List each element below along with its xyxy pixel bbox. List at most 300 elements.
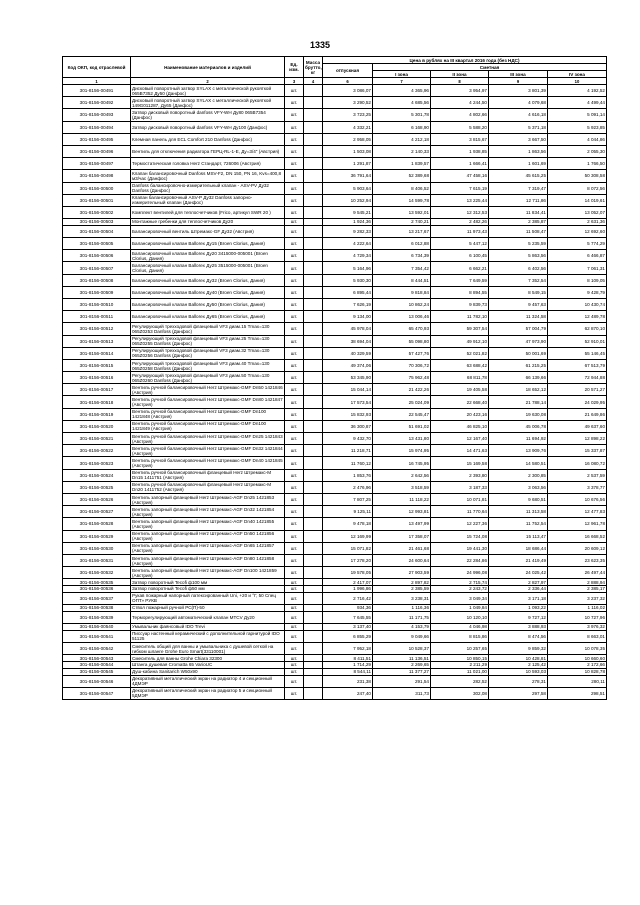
row-zone4-price: 2 537,59	[548, 469, 607, 481]
row-zone2-price: 2 482,26	[431, 219, 489, 226]
row-code: 301-8156-00519	[63, 408, 131, 420]
row-name: Вентиль запорный фланцевый Herz Штремакс-AGF Dn80 1421858 (Австрия)	[131, 554, 285, 566]
row-zone2-price: 15 169,58	[431, 457, 489, 469]
row-name: Вентиль запорный фланцевый Herz Штремакс-AGF Dn65 1421857 (Австрия)	[131, 542, 285, 554]
row-zone1-price: 13 431,80	[373, 433, 431, 445]
row-zone2-price: 7 615,19	[431, 182, 489, 194]
row-zone3-price: 7 319,47	[489, 182, 548, 194]
row-release-price: 9 432,70	[323, 433, 373, 445]
row-zone2-price: 3 815,67	[431, 133, 489, 145]
row-zone1-price: 11 136,51	[373, 655, 431, 662]
row-release-price: 15 044,14	[323, 384, 373, 396]
row-mass	[304, 384, 323, 396]
table-row	[63, 298, 607, 310]
row-name: Регулирующий трехходовой фланцевый VF3 диам.32 Tmax=130 065Z0256 Danfoss (Данфос)	[131, 347, 285, 359]
row-zone4-price: 62 870,10	[548, 323, 607, 335]
row-release-price: 3 290,52	[323, 97, 373, 109]
row-unit: шт.	[285, 335, 304, 347]
row-zone4-price: 15 337,87	[548, 445, 607, 457]
row-zone4-price: 24 029,95	[548, 396, 607, 408]
row-zone2-price: 13 225,44	[431, 194, 489, 206]
row-zone2-price: 1 938,85	[431, 145, 489, 157]
row-zone3-price: 21 788,14	[489, 396, 548, 408]
row-mass	[304, 274, 323, 286]
row-zone3-price: 19 630,08	[489, 408, 548, 420]
row-zone3-price: 297,58	[489, 687, 548, 699]
table-row	[63, 121, 607, 133]
row-name: Вентиль ручной балансировочный Herz Штремакс-GMF Dn50 1421846 (Австрия)	[132, 384, 283, 395]
row-unit: шт.	[285, 675, 304, 687]
row-zone1-price: 6 168,90	[373, 121, 431, 133]
row-mass	[304, 109, 323, 121]
row-name: Балансировочный клапан Ballorex Ду32 (Broen Clorius, Дания)	[131, 274, 285, 286]
row-name: Вентиль ручной балансировочный фланцевый Herz Штремакс-M Dn15 1411751 (Австрия)	[131, 469, 285, 481]
row-release-price: 7 952,18	[323, 643, 373, 655]
row-code: 301-8156-00537	[63, 592, 131, 604]
row-mass	[304, 359, 323, 371]
row-mass	[304, 668, 323, 675]
row-unit: шт.	[285, 121, 304, 133]
col-index: 4	[304, 78, 323, 85]
row-zone4-price: 16 080,72	[548, 457, 607, 469]
row-code: 301-8156-00542	[63, 643, 131, 655]
row-zone3-price: 8 474,56	[489, 630, 548, 642]
row-name: Вентиль для отключения радиатора ГЕРЦ-RL-1-E, Ду=3/4" (Австрия)	[131, 145, 285, 157]
table-row	[63, 158, 607, 170]
row-zone2-price: 9 839,73	[431, 298, 489, 310]
row-code: 301-8156-00546	[63, 675, 131, 687]
row-release-price: 1 503,08	[323, 145, 373, 157]
row-unit: шт.	[285, 469, 304, 481]
row-mass	[304, 182, 323, 194]
row-release-price: 1 853,76	[323, 469, 373, 481]
row-zone2-price: 4 802,66	[431, 109, 489, 121]
row-unit: шт.	[285, 605, 304, 612]
row-release-price: 15 071,82	[323, 542, 373, 554]
header-code: Код ОКП, код отраслевой	[63, 57, 131, 78]
row-release-price: 17 573,54	[323, 396, 373, 408]
row-unit: шт.	[285, 158, 304, 170]
table-row	[63, 225, 607, 237]
row-zone2-price: 3 954,97	[431, 85, 489, 97]
row-release-price: 9 134,00	[323, 311, 373, 323]
row-zone4-price: 10 430,74	[548, 298, 607, 310]
row-mass	[304, 567, 323, 579]
header-zone3: III зона	[489, 71, 548, 78]
row-release-price: 5 930,30	[323, 274, 373, 286]
row-release-price: 17 278,20	[323, 554, 373, 566]
row-release-price: 4 222,64	[323, 238, 373, 250]
row-zone2-price: 10 071,81	[431, 493, 489, 505]
row-zone2-price: 2 715,74	[431, 579, 489, 586]
row-zone1-price: 51 691,02	[373, 420, 431, 432]
row-name: Затвор дисковый поворотный danfoss VFY-WH Ду100 (Данфос)	[131, 121, 285, 133]
row-release-price: 19 578,05	[323, 567, 373, 579]
row-unit: шт.	[285, 97, 304, 109]
row-zone4-price: 2 172,66	[548, 662, 607, 669]
row-mass	[304, 662, 323, 669]
row-unit: шт.	[285, 567, 304, 579]
row-release-price: 10 252,94	[323, 194, 373, 206]
row-zone3-price: 278,31	[489, 675, 548, 687]
row-release-price: 36 300,87	[323, 420, 373, 432]
row-zone4-price: 6 466,87	[548, 250, 607, 262]
row-zone2-price: 6 662,21	[431, 262, 489, 274]
row-release-price: 1 924,36	[323, 219, 373, 226]
row-code: 301-8156-00540	[63, 624, 131, 631]
row-name: Вентиль запорный фланцевый Herz Штремакс-AGF Dn40 1421855 (Австрия)	[131, 518, 285, 530]
row-zone4-price: 12 961,78	[548, 518, 607, 530]
row-release-price: 36 791,64	[323, 170, 373, 182]
table-row	[63, 643, 607, 655]
table-row	[63, 586, 607, 593]
row-unit: шт.	[285, 359, 304, 371]
row-zone2-price: 47 458,16	[431, 170, 489, 182]
row-release-price: 2 958,05	[323, 133, 373, 145]
row-zone1-price: 6 734,39	[373, 250, 431, 262]
row-zone3-price: 9 457,63	[489, 298, 548, 310]
row-zone3-price: 4 079,68	[489, 97, 548, 109]
row-code: 301-8156-00510	[63, 298, 131, 310]
row-zone1-price: 6 012,88	[373, 238, 431, 250]
row-release-price: 53 345,90	[323, 372, 373, 384]
row-zone1-price: 27 903,59	[373, 567, 431, 579]
row-zone1-price: 21 422,26	[373, 384, 431, 396]
row-unit: шт.	[285, 530, 304, 542]
row-name: Штанга душевая Cromatta 65 VarioUC	[131, 662, 285, 669]
row-zone2-price: 11 021,00	[431, 668, 489, 675]
row-code: 301-8156-00495	[63, 133, 131, 145]
row-mass	[304, 396, 323, 408]
row-zone4-price: 16 668,52	[548, 530, 607, 542]
row-release-price: 934,36	[323, 605, 373, 612]
row-zone4-price: 72 944,88	[548, 372, 607, 384]
row-release-price: 2 476,96	[323, 481, 373, 493]
row-zone1-price: 10 528,37	[373, 643, 431, 655]
row-zone4-price: 50 308,58	[548, 170, 607, 182]
table-row	[63, 250, 607, 262]
row-code: 301-8156-00529	[63, 530, 131, 542]
row-mass	[304, 311, 323, 323]
row-zone4-price: 5 091,14	[548, 109, 607, 121]
row-code: 301-8156-00523	[63, 457, 131, 469]
row-code: 301-8156-00521	[63, 433, 131, 445]
row-mass	[304, 530, 323, 542]
row-mass	[304, 655, 323, 662]
row-zone4-price: 10 660,60	[548, 655, 607, 662]
row-name: Балансировочный клапан Ballorex Ду40 (Broen Clorius, Дания)	[131, 286, 285, 298]
col-index: 1	[63, 78, 131, 85]
row-zone3-price: 2 300,85	[489, 469, 548, 481]
row-zone3-price: 10 428,81	[489, 655, 548, 662]
row-zone3-price: 18 686,44	[489, 542, 548, 554]
row-mass	[304, 85, 323, 97]
row-zone3-price: 11 324,58	[489, 311, 548, 323]
row-mass	[304, 445, 323, 457]
row-release-price: 8 544,11	[323, 668, 373, 675]
row-zone3-price: 3 801,39	[489, 85, 548, 97]
row-zone1-price: 14 599,78	[373, 194, 431, 206]
row-zone1-price: 22 545,47	[373, 408, 431, 420]
row-name: Регулирующий трехходовой фланцевый VF3 диам.15 Tmax=130 065Z0253 Danfoss (Данфос)	[131, 323, 285, 335]
row-release-price: 3 137,40	[323, 624, 373, 631]
row-code: 301-8156-00520	[63, 420, 131, 432]
row-name: Балансировочный вентиль Штремакс-GF Ду32 (Австрия)	[131, 225, 285, 237]
row-code: 301-8156-00503	[63, 219, 131, 226]
table-row	[63, 687, 607, 699]
row-zone2-price: 6 100,45	[431, 250, 489, 262]
row-zone1-price: 2 642,56	[373, 469, 431, 481]
row-release-price: 6 895,44	[323, 286, 373, 298]
row-mass	[304, 675, 323, 687]
header-unit: Ед. изм.	[285, 57, 304, 78]
row-name: Термостатическая головка Herz Стандарт, 726006 (Австрия)	[131, 158, 285, 170]
table-row	[63, 206, 607, 218]
table-row	[63, 611, 607, 623]
row-code: 301-8156-00532	[63, 567, 131, 579]
row-name: Затвор поворотный Tecofi ф100 мм	[131, 579, 285, 586]
row-zone3-price: 12 711,86	[489, 194, 548, 206]
row-release-price: 7 807,25	[323, 493, 373, 505]
row-name: Дисковый поворотный затвор SYLAX с металлической рукояткой 149G011287, Ду65 (Данфос)	[131, 97, 285, 109]
table-row	[63, 311, 607, 323]
row-mass	[304, 420, 323, 432]
row-name: Вентиль ручной балансировочный Herz Штремакс-GMF Dn32 1421844 (Австрия)	[132, 445, 283, 456]
row-zone4-price: 14 019,61	[548, 194, 607, 206]
row-code: 301-8156-00512	[63, 323, 131, 335]
row-zone1-price: 4 153,79	[373, 624, 431, 631]
row-release-price: 1 996,86	[323, 586, 373, 593]
row-zone4-price: 10 828,78	[548, 668, 607, 675]
row-release-price: 15 832,93	[323, 408, 373, 420]
row-zone1-price: 7 354,42	[373, 262, 431, 274]
row-zone2-price: 4 244,50	[431, 97, 489, 109]
row-name: Балансировочный клапан Ballorex Ду15 (Broen Clorius, Дания)	[131, 238, 285, 250]
row-mass	[304, 630, 323, 642]
row-zone2-price: 2 243,72	[431, 586, 489, 593]
table-row	[63, 668, 607, 675]
table-row	[63, 145, 607, 157]
row-zone1-price: 65 470,93	[373, 323, 431, 335]
row-unit: шт.	[285, 372, 304, 384]
row-zone1-price: 2 385,59	[373, 586, 431, 593]
table-row	[63, 194, 607, 206]
row-mass	[304, 323, 323, 335]
table-row	[63, 592, 607, 604]
row-unit: шт.	[285, 457, 304, 469]
row-release-price: 1 291,87	[323, 158, 373, 170]
row-unit: шт.	[285, 274, 304, 286]
page-number: 1335	[309, 40, 331, 50]
row-release-price: 2 417,07	[323, 579, 373, 586]
row-zone2-price: 19 441,30	[431, 542, 489, 554]
row-zone1-price: 16 745,95	[373, 457, 431, 469]
header-zone1: I зона	[373, 71, 431, 78]
row-name: Вентиль ручной балансировочный Herz Штремакс-GMF Dn40 1421845 (Австрия)	[132, 458, 283, 469]
row-code: 301-8156-00517	[63, 384, 131, 396]
row-name: Вентиль ручной балансировочный Herz Штремакс-GMF Dn25 1421843 (Австрия)	[132, 433, 283, 444]
row-name: Регулирующий трехходовой фланцевый VF3 диам.50 Tmax=130 065Z0260 Danfoss (Данфос)	[131, 372, 285, 384]
col-index: 6	[323, 78, 373, 85]
table-row	[63, 457, 607, 469]
table-row	[63, 347, 607, 359]
row-zone3-price: 4 616,18	[489, 109, 548, 121]
row-mass	[304, 611, 323, 623]
row-code: 301-8156-00526	[63, 493, 131, 505]
row-zone1-price: 2 140,33	[373, 145, 431, 157]
row-mass	[304, 687, 323, 699]
row-code: 301-8156-00545	[63, 668, 131, 675]
row-zone4-price: 20 609,12	[548, 542, 607, 554]
row-zone2-price: 3 049,34	[431, 592, 489, 604]
row-zone3-price: 11 313,58	[489, 506, 548, 518]
row-zone4-price: 5 774,29	[548, 238, 607, 250]
row-name: Регулирующий трехходовой фланцевый VF3 диам.40 Tmax=130 065Z0258 Danfoss (Данфос)	[131, 359, 285, 371]
row-zone3-price: 3 888,93	[489, 624, 548, 631]
row-zone2-price: 5 447,12	[431, 238, 489, 250]
row-zone1-price: 13 217,67	[373, 225, 431, 237]
row-zone1-price: 17 358,07	[373, 530, 431, 542]
table-row	[63, 662, 607, 669]
table-row	[63, 238, 607, 250]
row-release-price: 231,38	[323, 675, 373, 687]
table-row	[63, 85, 607, 97]
row-code: 301-8156-00516	[63, 372, 131, 384]
row-zone4-price: 67 513,79	[548, 359, 607, 371]
row-name: Декоративный металлический экран на радиатор 4 и секционный 4ДМЭР	[131, 675, 285, 687]
row-zone1-price: 4 365,96	[373, 85, 431, 97]
row-unit: шт.	[285, 396, 304, 408]
row-zone2-price: 302,08	[431, 687, 489, 699]
row-zone3-price: 66 139,66	[489, 372, 548, 384]
row-mass	[304, 457, 323, 469]
row-name: Писсуар настенный керамический с дополнительной гарнитурой IDO 51125	[131, 630, 285, 642]
row-unit: шт.	[285, 586, 304, 593]
table-row	[63, 542, 607, 554]
row-code: 301-8156-00494	[63, 121, 131, 133]
row-name: Балансировочный клапан Ballorex Ду50 (Broen Clorius, Дания)	[131, 298, 285, 310]
row-mass	[304, 133, 323, 145]
row-name: Вентиль запорный фланцевый Herz Штремакс-AGF Dn32 1421854 (Австрия)	[131, 506, 285, 518]
row-zone3-price: 1 863,56	[489, 145, 548, 157]
row-zone1-price: 10 862,24	[373, 298, 431, 310]
row-zone2-price: 8 894,55	[431, 286, 489, 298]
row-mass	[304, 605, 323, 612]
row-zone1-price: 8 444,51	[373, 274, 431, 286]
table-row	[63, 624, 607, 631]
row-release-price: 40 329,59	[323, 347, 373, 359]
row-zone1-price: 11 377,27	[373, 668, 431, 675]
row-release-price: 4 729,34	[323, 250, 373, 262]
row-zone3-price: 61 215,25	[489, 359, 548, 371]
row-unit: шт.	[285, 323, 304, 335]
price-table	[62, 56, 607, 700]
table-row	[63, 372, 607, 384]
row-mass	[304, 506, 323, 518]
row-mass	[304, 298, 323, 310]
row-zone1-price: 5 301,78	[373, 109, 431, 121]
row-zone1-price: 12 993,81	[373, 506, 431, 518]
row-unit: шт.	[285, 262, 304, 274]
row-name: Рукав пожарный напорный латексированный Uni, +20 и °Г, 50 Спец ОПТ» РУКВ	[131, 592, 285, 604]
row-unit: шт.	[285, 433, 304, 445]
row-release-price: 9 545,21	[323, 206, 373, 218]
row-mass	[304, 493, 323, 505]
row-unit: шт.	[285, 347, 304, 359]
row-code: 301-8156-00513	[63, 335, 131, 347]
row-zone3-price: 47 973,90	[489, 335, 548, 347]
row-zone4-price: 8 663,01	[548, 630, 607, 642]
row-name: Дисковый поворотный затвор SYLAX с металлической рукояткой 065В7352 Ду50 (Данфос)	[131, 85, 285, 97]
row-zone2-price: 11 973,43	[431, 225, 489, 237]
row-zone4-price: 21 649,86	[548, 408, 607, 420]
row-mass	[304, 335, 323, 347]
row-code: 301-8156-00504	[63, 225, 131, 237]
row-unit: шт.	[285, 655, 304, 662]
row-code: 301-8156-00502	[63, 206, 131, 218]
row-zone1-price: 11 118,22	[373, 493, 431, 505]
row-zone4-price: 13 052,07	[548, 206, 607, 218]
row-name: Вентиль ручной балансировочный фланцевый Herz Штремакс-M Dn20 1411752 (Австрия)	[131, 481, 285, 493]
table-row	[63, 554, 607, 566]
row-zone2-price: 3 187,33	[431, 481, 489, 493]
col-index: 2	[131, 78, 285, 85]
row-mass	[304, 250, 323, 262]
row-zone3-price: 9 680,51	[489, 493, 548, 505]
row-zone2-price: 5 588,20	[431, 121, 489, 133]
table-row	[63, 219, 607, 226]
row-release-price: 9 282,33	[323, 225, 373, 237]
row-zone2-price: 11 782,10	[431, 311, 489, 323]
row-code: 301-8156-00525	[63, 481, 131, 493]
row-zone1-price: 2 269,65	[373, 662, 431, 669]
row-mass	[304, 592, 323, 604]
row-zone2-price: 1 666,41	[431, 158, 489, 170]
row-name: Душ-кабина Sanitarich W50x90	[131, 668, 285, 675]
row-code: 301-8156-00505	[63, 238, 131, 250]
row-mass	[304, 347, 323, 359]
row-name: Смеситель для ванны Grohe Chiara 32300	[131, 655, 285, 662]
row-unit: шт.	[285, 662, 304, 669]
row-code: 301-8156-00541	[63, 630, 131, 642]
row-release-price: 3 086,07	[323, 85, 373, 97]
row-zone3-price: 18 652,12	[489, 384, 548, 396]
row-zone1-price: 57 427,76	[373, 347, 431, 359]
table-row	[63, 445, 607, 457]
row-zone4-price: 8 109,05	[548, 274, 607, 286]
row-code: 301-8156-00493	[63, 109, 131, 121]
row-release-price: 5 903,64	[323, 182, 373, 194]
row-mass	[304, 286, 323, 298]
row-zone1-price: 1 839,57	[373, 158, 431, 170]
row-zone3-price: 45 006,78	[489, 420, 548, 432]
row-zone4-price: 3 378,77	[548, 481, 607, 493]
row-mass	[304, 469, 323, 481]
row-zone3-price: 2 125,42	[489, 662, 548, 669]
row-name: Вентиль ручной балансировочный Herz Штремакс-GMF Dn80 1421847 (Австрия)	[132, 397, 283, 408]
table-row	[63, 481, 607, 493]
row-unit: шт.	[285, 668, 304, 675]
row-code: 301-8156-00530	[63, 542, 131, 554]
row-zone2-price: 49 912,10	[431, 335, 489, 347]
table-row	[63, 433, 607, 445]
table-row	[63, 469, 607, 481]
row-mass	[304, 238, 323, 250]
row-zone1-price: 52 389,68	[373, 170, 431, 182]
row-unit: шт.	[285, 238, 304, 250]
row-zone1-price: 9 049,66	[373, 630, 431, 642]
header-estimate: Сметная	[373, 64, 607, 71]
